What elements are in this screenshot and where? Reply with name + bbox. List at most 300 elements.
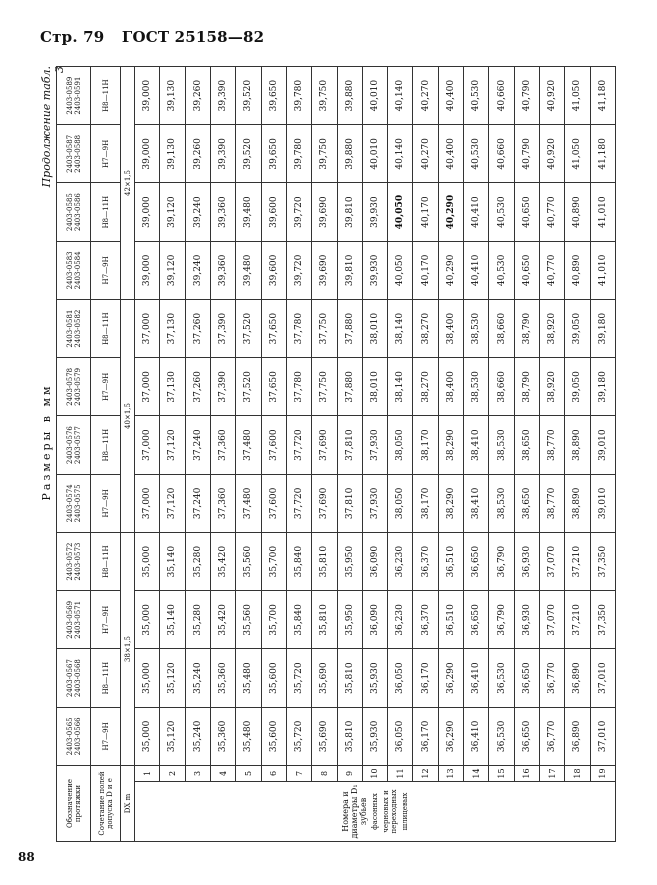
diameter-cell: 35,140 bbox=[160, 591, 185, 649]
diameter-cell: 37,600 bbox=[261, 474, 286, 532]
diameter-cell: 38,140 bbox=[388, 300, 413, 358]
diameter-cell: 40,170 bbox=[413, 183, 438, 241]
diameter-cell: 40,050 bbox=[388, 241, 413, 299]
tolerance-code: H8—11H bbox=[91, 67, 121, 125]
diameter-cell: 37,130 bbox=[160, 300, 185, 358]
diameter-cell: 37,720 bbox=[286, 416, 311, 474]
diameter-cell: 36,050 bbox=[388, 707, 413, 765]
diameter-cell: 38,660 bbox=[489, 358, 514, 416]
broach-code: 2403-0576 2403-0577 bbox=[57, 416, 91, 474]
diameter-cell: 38,050 bbox=[388, 474, 413, 532]
diameter-cell: 35,810 bbox=[337, 707, 362, 765]
diameter-cell: 38,650 bbox=[514, 416, 539, 474]
diameter-cell: 37,210 bbox=[565, 591, 590, 649]
diameter-cell: 37,480 bbox=[236, 416, 261, 474]
diameter-cell: 36,410 bbox=[464, 649, 489, 707]
diameter-cell: 35,560 bbox=[236, 533, 261, 591]
dxm-group: 38×1,5 bbox=[121, 533, 135, 766]
diameter-cell: 39,880 bbox=[337, 67, 362, 125]
broach-code: 2403-0587 2403-0588 bbox=[57, 125, 91, 183]
diameter-cell: 37,070 bbox=[540, 533, 565, 591]
diameter-cell: 37,000 bbox=[135, 358, 160, 416]
diameter-cell: 39,780 bbox=[286, 125, 311, 183]
dxm-group: 42×1,5 bbox=[121, 67, 135, 300]
tooth-number: 9 bbox=[337, 766, 362, 782]
diameter-cell: 38,400 bbox=[438, 300, 463, 358]
diameter-cell: 37,810 bbox=[337, 474, 362, 532]
diameter-cell: 40,890 bbox=[565, 241, 590, 299]
diameter-cell: 39,600 bbox=[261, 241, 286, 299]
diameter-cell: 37,210 bbox=[565, 533, 590, 591]
diameter-cell: 37,750 bbox=[312, 358, 337, 416]
table-row bbox=[590, 67, 615, 842]
diameter-cell: 36,050 bbox=[388, 649, 413, 707]
rotated-table bbox=[40, 66, 616, 842]
diameter-cell: 40,410 bbox=[464, 183, 489, 241]
diameter-cell: 38,660 bbox=[489, 300, 514, 358]
diameter-cell: 37,780 bbox=[286, 358, 311, 416]
diameter-cell: 39,000 bbox=[135, 183, 160, 241]
diameter-cell: 37,000 bbox=[135, 474, 160, 532]
diameter-cell: 39,390 bbox=[210, 125, 235, 183]
diameter-cell: 37,520 bbox=[236, 358, 261, 416]
diameter-cell: 40,770 bbox=[540, 183, 565, 241]
diameter-cell: 40,270 bbox=[413, 125, 438, 183]
diameter-cell: 38,890 bbox=[565, 474, 590, 532]
tooth-number: 1 bbox=[135, 766, 160, 782]
tooth-number: 14 bbox=[464, 766, 489, 782]
diameter-cell: 37,930 bbox=[362, 474, 387, 532]
diameter-cell: 35,000 bbox=[135, 707, 160, 765]
diameter-cell: 35,690 bbox=[312, 707, 337, 765]
diameter-cell: 39,180 bbox=[590, 300, 615, 358]
diameter-cell: 37,000 bbox=[135, 416, 160, 474]
diameter-cell: 36,230 bbox=[388, 533, 413, 591]
diameter-cell: 38,170 bbox=[413, 416, 438, 474]
diameter-cell: 39,130 bbox=[160, 125, 185, 183]
broach-code: 2403-0567 2403-0568 bbox=[57, 649, 91, 707]
dxm-row bbox=[121, 67, 135, 842]
designation-header: Обозначение протяжки bbox=[57, 766, 91, 842]
diameter-cell: 39,810 bbox=[337, 183, 362, 241]
diameter-cell: 36,370 bbox=[413, 591, 438, 649]
diameter-cell: 36,170 bbox=[413, 707, 438, 765]
diameter-cell: 38,140 bbox=[388, 358, 413, 416]
table-row bbox=[160, 67, 185, 842]
tooth-number: 4 bbox=[210, 766, 235, 782]
diameter-cell: 38,010 bbox=[362, 358, 387, 416]
diameter-cell: 36,290 bbox=[438, 649, 463, 707]
diameter-cell: 36,170 bbox=[413, 649, 438, 707]
diameter-cell: 37,000 bbox=[135, 300, 160, 358]
diameter-cell: 35,840 bbox=[286, 533, 311, 591]
diameter-cell: 40,650 bbox=[514, 241, 539, 299]
diameter-cell: 39,720 bbox=[286, 183, 311, 241]
diameter-cell: 39,130 bbox=[160, 67, 185, 125]
broach-code: 2403-0572 2403-0573 bbox=[57, 533, 91, 591]
diameter-cell: 36,530 bbox=[489, 649, 514, 707]
diameter-cell: 38,790 bbox=[514, 358, 539, 416]
diameter-cell: 37,260 bbox=[185, 358, 210, 416]
diameter-cell: 37,260 bbox=[185, 300, 210, 358]
tooth-number: 11 bbox=[388, 766, 413, 782]
diameter-cell: 40,170 bbox=[413, 241, 438, 299]
diameter-cell: 37,350 bbox=[590, 533, 615, 591]
diameter-cell: 38,170 bbox=[413, 474, 438, 532]
diameter-cell: 35,360 bbox=[210, 707, 235, 765]
diameter-cell: 36,090 bbox=[362, 591, 387, 649]
diameter-cell: 40,010 bbox=[362, 125, 387, 183]
continuation-label: Продолжение табл. 3 bbox=[40, 66, 66, 188]
tooth-number: 3 bbox=[185, 766, 210, 782]
diameter-cell: 36,890 bbox=[565, 707, 590, 765]
diameter-cell: 39,010 bbox=[590, 474, 615, 532]
diameter-cell: 36,930 bbox=[514, 533, 539, 591]
diameter-cell: 39,880 bbox=[337, 125, 362, 183]
diameter-cell: 36,890 bbox=[565, 649, 590, 707]
diameter-cell: 35,950 bbox=[337, 533, 362, 591]
diameter-cell: 41,010 bbox=[590, 183, 615, 241]
broach-code: 2403-0589 2403-0591 bbox=[57, 67, 91, 125]
diameter-cell: 38,400 bbox=[438, 358, 463, 416]
diameter-cell: 35,240 bbox=[185, 707, 210, 765]
tooth-number: 7 bbox=[286, 766, 311, 782]
diameter-cell: 37,480 bbox=[236, 474, 261, 532]
diameter-cell: 40,890 bbox=[565, 183, 590, 241]
diameter-cell: 38,770 bbox=[540, 416, 565, 474]
diameter-cell: 35,280 bbox=[185, 533, 210, 591]
diameter-cell: 35,140 bbox=[160, 533, 185, 591]
tooth-number: 5 bbox=[236, 766, 261, 782]
table-row bbox=[438, 67, 463, 842]
diameter-cell: 36,790 bbox=[489, 533, 514, 591]
diameter-cell: 41,050 bbox=[565, 67, 590, 125]
diameter-cell: 41,010 bbox=[590, 241, 615, 299]
diameter-cell: 38,010 bbox=[362, 300, 387, 358]
diameter-cell: 36,650 bbox=[464, 533, 489, 591]
diameter-cell: 36,290 bbox=[438, 707, 463, 765]
diameter-cell: 40,270 bbox=[413, 67, 438, 125]
diameter-cell: 40,530 bbox=[464, 125, 489, 183]
diameter-cell: 39,180 bbox=[590, 358, 615, 416]
diameter-cell: 35,000 bbox=[135, 591, 160, 649]
diameter-cell: 40,290 bbox=[438, 183, 463, 241]
diameter-cell: 39,360 bbox=[210, 241, 235, 299]
diameter-cell: 39,360 bbox=[210, 183, 235, 241]
diameter-cell: 35,560 bbox=[236, 591, 261, 649]
broach-code: 2403-0565 2403-0566 bbox=[57, 707, 91, 765]
diameter-cell: 38,790 bbox=[514, 300, 539, 358]
dxm-header: DX m bbox=[121, 766, 135, 842]
diameter-cell: 35,600 bbox=[261, 707, 286, 765]
page-header bbox=[40, 28, 264, 46]
diameter-cell: 37,750 bbox=[312, 300, 337, 358]
tolerance-code: H8—11H bbox=[91, 533, 121, 591]
tolerance-code: H8—11H bbox=[91, 416, 121, 474]
diameter-cell: 38,270 bbox=[413, 300, 438, 358]
diameter-cell: 39,750 bbox=[312, 125, 337, 183]
diameter-cell: 40,650 bbox=[514, 183, 539, 241]
table-row bbox=[236, 67, 261, 842]
category-roughing: черновых и переходных bbox=[382, 789, 398, 834]
diameter-cell: 39,000 bbox=[135, 125, 160, 183]
diameter-cell: 41,180 bbox=[590, 125, 615, 183]
diameter-cell: 37,650 bbox=[261, 358, 286, 416]
diameter-cell: 40,530 bbox=[489, 183, 514, 241]
diameter-cell: 39,120 bbox=[160, 241, 185, 299]
diameter-cell: 36,230 bbox=[388, 591, 413, 649]
diameter-cell: 39,520 bbox=[236, 125, 261, 183]
diameter-cell: 35,600 bbox=[261, 649, 286, 707]
diameter-cell: 36,650 bbox=[514, 649, 539, 707]
tooth-number: 15 bbox=[489, 766, 514, 782]
tooth-number: 19 bbox=[590, 766, 615, 782]
diameter-cell: 40,400 bbox=[438, 125, 463, 183]
diameter-cell: 37,600 bbox=[261, 416, 286, 474]
diameter-cell: 35,480 bbox=[236, 649, 261, 707]
diameter-cell: 41,180 bbox=[590, 67, 615, 125]
page-label: Стр. 79 bbox=[40, 28, 105, 46]
diameter-cell: 37,130 bbox=[160, 358, 185, 416]
broach-code: 2403-0583 2403-0584 bbox=[57, 241, 91, 299]
diameter-cell: 37,010 bbox=[590, 707, 615, 765]
diameter-cell: 35,840 bbox=[286, 591, 311, 649]
diameter-cell: 35,950 bbox=[337, 591, 362, 649]
diameter-cell: 36,930 bbox=[514, 591, 539, 649]
diameter-cell: 39,750 bbox=[312, 67, 337, 125]
diameter-cell: 35,120 bbox=[160, 707, 185, 765]
table-row bbox=[185, 67, 210, 842]
diameter-cell: 37,010 bbox=[590, 649, 615, 707]
diameter-cell: 38,410 bbox=[464, 416, 489, 474]
diameter-cell: 39,010 bbox=[590, 416, 615, 474]
tolerance-code: H7—9H bbox=[91, 707, 121, 765]
teeth-label bbox=[135, 782, 616, 842]
diameter-cell: 39,390 bbox=[210, 67, 235, 125]
diameter-cell: 38,410 bbox=[464, 474, 489, 532]
table-row bbox=[464, 67, 489, 842]
diameter-cell: 39,690 bbox=[312, 183, 337, 241]
table-container bbox=[40, 66, 616, 842]
diameter-cell: 39,650 bbox=[261, 125, 286, 183]
diameter-cell: 36,510 bbox=[438, 533, 463, 591]
tooth-number: 10 bbox=[362, 766, 387, 782]
diameter-cell: 39,480 bbox=[236, 183, 261, 241]
diameter-cell: 38,770 bbox=[540, 474, 565, 532]
diameter-cell: 40,660 bbox=[489, 67, 514, 125]
diameter-cell: 36,530 bbox=[489, 707, 514, 765]
diameter-cell: 37,880 bbox=[337, 358, 362, 416]
diameter-cell: 36,650 bbox=[514, 707, 539, 765]
diameter-cell: 36,090 bbox=[362, 533, 387, 591]
diameter-cell: 35,240 bbox=[185, 649, 210, 707]
table-row bbox=[337, 67, 362, 842]
table-row bbox=[312, 67, 337, 842]
diameter-cell: 40,790 bbox=[514, 125, 539, 183]
diameter-cell: 38,270 bbox=[413, 358, 438, 416]
diameter-cell: 35,810 bbox=[312, 533, 337, 591]
diameter-cell: 40,410 bbox=[464, 241, 489, 299]
table-row bbox=[210, 67, 235, 842]
diameter-cell: 38,530 bbox=[464, 300, 489, 358]
diameter-cell: 40,050 bbox=[388, 183, 413, 241]
category-slotted: шлицевых bbox=[401, 792, 409, 831]
diameter-cell: 35,930 bbox=[362, 707, 387, 765]
diameter-cell: 40,140 bbox=[388, 67, 413, 125]
diameter-cell: 36,770 bbox=[540, 649, 565, 707]
diameter-cell: 39,600 bbox=[261, 183, 286, 241]
diameter-cell: 39,260 bbox=[185, 67, 210, 125]
diameter-cell: 37,390 bbox=[210, 358, 235, 416]
diameter-cell: 35,420 bbox=[210, 591, 235, 649]
diameter-cell: 38,920 bbox=[540, 358, 565, 416]
diameter-cell: 35,420 bbox=[210, 533, 235, 591]
tolerance-code: H8—11H bbox=[91, 649, 121, 707]
diameter-cell: 38,530 bbox=[464, 358, 489, 416]
diameter-cell: 36,410 bbox=[464, 707, 489, 765]
tolerance-code: H8—11H bbox=[91, 300, 121, 358]
tolerance-code: H7—9H bbox=[91, 125, 121, 183]
diameter-cell: 39,050 bbox=[565, 358, 590, 416]
diameter-cell: 38,290 bbox=[438, 416, 463, 474]
diameter-cell: 39,690 bbox=[312, 241, 337, 299]
diameter-cell: 40,530 bbox=[489, 241, 514, 299]
diameter-cell: 36,770 bbox=[540, 707, 565, 765]
diameter-cell: 37,390 bbox=[210, 300, 235, 358]
diameter-cell: 35,720 bbox=[286, 707, 311, 765]
diameter-cell: 40,140 bbox=[388, 125, 413, 183]
diameter-cell: 38,530 bbox=[489, 474, 514, 532]
tolerance-code: H8—11H bbox=[91, 183, 121, 241]
diameter-cell: 38,050 bbox=[388, 416, 413, 474]
diameter-cell: 35,690 bbox=[312, 649, 337, 707]
diameter-cell: 39,000 bbox=[135, 241, 160, 299]
diameter-cell: 39,050 bbox=[565, 300, 590, 358]
diameter-cell: 38,530 bbox=[489, 416, 514, 474]
diameter-cell: 39,810 bbox=[337, 241, 362, 299]
diameter-cell: 36,790 bbox=[489, 591, 514, 649]
diameter-cell: 35,000 bbox=[135, 533, 160, 591]
diameter-cell: 39,520 bbox=[236, 67, 261, 125]
diameter-cell: 37,780 bbox=[286, 300, 311, 358]
table-row bbox=[135, 67, 160, 842]
diameter-cell: 37,690 bbox=[312, 416, 337, 474]
diameter-cell: 36,650 bbox=[464, 591, 489, 649]
dimensions-table bbox=[56, 66, 616, 842]
diameter-cell: 35,810 bbox=[337, 649, 362, 707]
broach-code: 2403-0569 2403-0571 bbox=[57, 591, 91, 649]
tooth-number: 2 bbox=[160, 766, 185, 782]
diameter-cell: 41,050 bbox=[565, 125, 590, 183]
dxm-group: 40×1,5 bbox=[121, 300, 135, 533]
diameter-cell: 37,350 bbox=[590, 591, 615, 649]
numbers-label: Номера и диаметры D₁ зубьев bbox=[341, 784, 368, 839]
diameter-cell: 40,790 bbox=[514, 67, 539, 125]
table-row bbox=[286, 67, 311, 842]
table-row bbox=[388, 67, 413, 842]
diameter-cell: 39,930 bbox=[362, 241, 387, 299]
diameter-cell: 36,370 bbox=[413, 533, 438, 591]
table-row bbox=[489, 67, 514, 842]
table-row bbox=[565, 67, 590, 842]
tooth-number: 18 bbox=[565, 766, 590, 782]
diameter-cell: 35,930 bbox=[362, 649, 387, 707]
table-row bbox=[261, 67, 286, 842]
broach-code: 2403-0581 2403-0582 bbox=[57, 300, 91, 358]
tolerance-code: H7—9H bbox=[91, 474, 121, 532]
table-row bbox=[362, 67, 387, 842]
broach-code: 2403-0578 2403-0579 bbox=[57, 358, 91, 416]
tooth-number: 8 bbox=[312, 766, 337, 782]
diameter-cell: 40,290 bbox=[438, 241, 463, 299]
diameter-cell: 40,920 bbox=[540, 67, 565, 125]
tolerance-row bbox=[91, 67, 121, 842]
diameter-cell: 40,530 bbox=[464, 67, 489, 125]
diameter-cell: 37,520 bbox=[236, 300, 261, 358]
diameter-cell: 37,810 bbox=[337, 416, 362, 474]
diameter-cell: 39,000 bbox=[135, 67, 160, 125]
diameter-cell: 37,120 bbox=[160, 416, 185, 474]
table-row bbox=[514, 67, 539, 842]
diameter-cell: 35,700 bbox=[261, 591, 286, 649]
diameter-cell: 35,120 bbox=[160, 649, 185, 707]
diameter-cell: 38,920 bbox=[540, 300, 565, 358]
tolerance-code: H7—9H bbox=[91, 358, 121, 416]
tolerance-code: H7—9H bbox=[91, 591, 121, 649]
diameter-cell: 37,880 bbox=[337, 300, 362, 358]
diameter-cell: 35,700 bbox=[261, 533, 286, 591]
diameter-cell: 37,120 bbox=[160, 474, 185, 532]
tooth-number: 13 bbox=[438, 766, 463, 782]
table-row bbox=[413, 67, 438, 842]
diameter-cell: 40,920 bbox=[540, 125, 565, 183]
page-number: 88 bbox=[18, 850, 35, 864]
tooth-number: 12 bbox=[413, 766, 438, 782]
diameter-cell: 38,890 bbox=[565, 416, 590, 474]
diameter-cell: 39,780 bbox=[286, 67, 311, 125]
diameter-cell: 37,360 bbox=[210, 474, 235, 532]
tooth-number: 16 bbox=[514, 766, 539, 782]
diameter-cell: 35,720 bbox=[286, 649, 311, 707]
table-row bbox=[540, 67, 565, 842]
sizes-title: Размеры в мм bbox=[40, 383, 53, 501]
tolerance-header: Сочетание полей допуска D и e bbox=[91, 766, 121, 842]
diameter-cell: 37,070 bbox=[540, 591, 565, 649]
tooth-number: 17 bbox=[540, 766, 565, 782]
diameter-cell: 40,770 bbox=[540, 241, 565, 299]
diameter-cell: 37,930 bbox=[362, 416, 387, 474]
tooth-number: 6 bbox=[261, 766, 286, 782]
diameter-cell: 37,720 bbox=[286, 474, 311, 532]
diameter-cell: 40,660 bbox=[489, 125, 514, 183]
designation-row bbox=[57, 67, 91, 842]
diameter-cell: 37,650 bbox=[261, 300, 286, 358]
diameter-cell: 37,240 bbox=[185, 416, 210, 474]
diameter-cell: 39,240 bbox=[185, 241, 210, 299]
diameter-cell: 39,120 bbox=[160, 183, 185, 241]
diameter-cell: 35,480 bbox=[236, 707, 261, 765]
diameter-cell: 39,260 bbox=[185, 125, 210, 183]
diameter-cell: 36,510 bbox=[438, 591, 463, 649]
broach-code: 2403-0574 2403-0575 bbox=[57, 474, 91, 532]
diameter-cell: 39,720 bbox=[286, 241, 311, 299]
broach-code: 2403-0585 2403-0586 bbox=[57, 183, 91, 241]
diameter-cell: 38,290 bbox=[438, 474, 463, 532]
diameter-cell: 38,650 bbox=[514, 474, 539, 532]
diameter-cell: 39,240 bbox=[185, 183, 210, 241]
diameter-cell: 35,360 bbox=[210, 649, 235, 707]
diameter-cell: 37,240 bbox=[185, 474, 210, 532]
